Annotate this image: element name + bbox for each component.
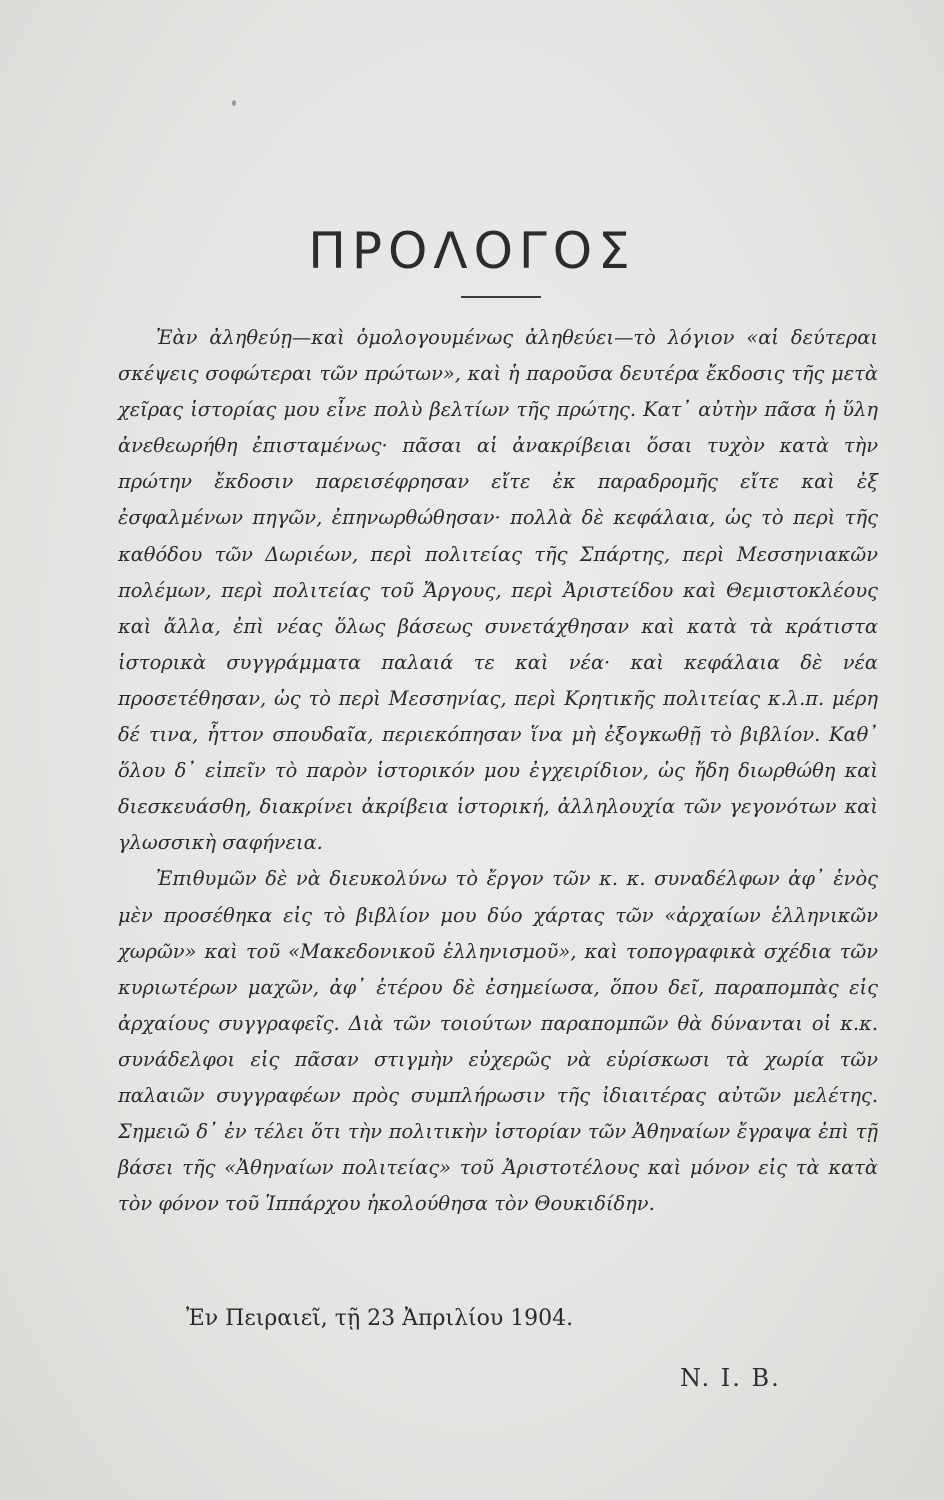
paragraph-2: Ἐπιθυμῶν δὲ νὰ διευκολύνω τὸ ἔργον τῶν κ. κ. συναδέλφων ἀφ᾽ ἑνὸς μὲν προσέθηκα εἰς τὸ βιβλίον μου δύο χάρτας τῶν «ἀρχαίων ἑλληνικῶν χωρῶν» καὶ τοῦ «Μακεδονικοῦ ἑλληνισμοῦ», καὶ τοπογραφικὰ σχέδια τῶν κυριωτέρων μαχῶν, ἀφ᾽ ἑτέρου δὲ ἐσημείωσα, ὅπου δεῖ, παραπομπὰς εἰς ἀρχαίους συγγραφεῖς. Διὰ τῶν τοιούτων παραπομπῶν θὰ δύνανται οἱ κ.κ. συνάδελφοι εἰς πᾶσαν στιγμὴν εὐχερῶς νὰ εὑρίσκωσι τὰ χωρία τῶν παλαιῶν συγγραφέων πρὸς συμπλήρωσιν τῆς ἰδιαιτέρας αὐτῶν μελέτης. Σημειῶ δ᾽ ἐν τέλει ὅτι τὴν πολιτικὴν ἱστορίαν τῶν Ἀθηναίων ἔγραψα ἐπὶ τῇ βάσει τῆς «Ἀθηναίων πολιτείας» τοῦ Ἀριστοτέλους καὶ μόνον εἰς τὰ κατὰ τὸν φόνον τοῦ Ἱππάρχου ἠκολούθησα τὸν Θουκιδίδην. [118, 867, 878, 1216]
title-underline [461, 296, 541, 298]
page-title: ΠΡΟΛΟΓΟΣ [308, 222, 636, 280]
paper-speck [232, 100, 236, 106]
preface-body [118, 320, 878, 1222]
paragraph-1: Ἐὰν ἀληθεύῃ—καὶ ὁμολογουμένως ἀληθεύει—τὸ λόγιον «αἱ δεύτεραι σκέψεις σοφώτεραι τῶν πρώτων», καὶ ἡ παροῦσα δευτέρα ἔκδοσις τῆς μετὰ χεῖρας ἱστορίας μου εἶνε πολὺ βελτίων τῆς πρώτης. Κατ᾽ αὐτὴν πᾶσα ἡ ὕλη ἀνεθεωρήθη ἐπισταμένως· πᾶσαι αἱ ἀνακρίβειαι ὅσαι τυχὸν κατὰ τὴν πρώτην ἔκδοσιν παρεισέφρησαν εἴτε ἐκ παραδρομῆς εἴτε καὶ ἐξ ἐσφαλμένων πηγῶν, ἐπηνωρθώθησαν· πολλὰ δὲ κεφάλαια, ὡς τὸ περὶ τῆς καθόδου τῶν Δωριέων, περὶ πολιτείας τῆς Σπάρτης, περὶ Μεσσηνιακῶν πολέμων, περὶ πολιτείας τοῦ Ἄργους, περὶ Ἀριστείδου καὶ Θεμιστοκλέους καὶ ἄλλα, ἐπὶ νέας ὅλως βάσεως συνετάχθησαν καὶ κατὰ τὰ κράτιστα ἱστορικὰ συγγράμματα παλαιά τε καὶ νέα· καὶ κεφάλαια δὲ νέα προσετέθησαν, ὡς τὸ περὶ Μεσσηνίας, περὶ Κρητικῆς πολιτείας κ.λ.π. μέρη δέ τινα, ἧττον σπουδαῖα, περιεκόπησαν ἵνα μὴ ἐξογκωθῇ τὸ βιβλίον. Καθ᾽ ὅλου δ᾽ εἰπεῖν τὸ παρὸν ἱστορικόν μου ἐγχειρίδιον, ὡς ἤδη διωρθώθη καὶ διεσκευάσθη, διακρίνει ἀκρίβεια ἱστορική, ἀλληλουχία τῶν γεγονότων καὶ γλωσσικὴ σαφήνεια. [118, 326, 878, 855]
author-signature: N. I. B. [680, 1364, 781, 1392]
date-line: Ἐν Πειραιεῖ, τῇ 23 Ἀπριλίου 1904. [186, 1306, 574, 1331]
